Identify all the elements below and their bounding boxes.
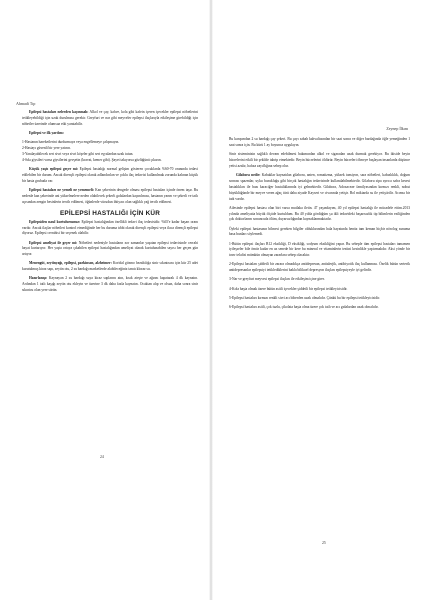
list-item: 1-Bütün epilepsi ilaçları B12 eksikliği, D eksikliği, sodyum eksikliğini yapar. Bu sebeple tüm epilepsi hastaları tamamen iyileşseler bile ömür kadar en az senede bir kere bu mineral ve vitaminlerin testini kesinlikle yaptırmalıdır. Aksi yönde bir tavır telafisi mümkün olmayan zararlara sebep olacaktır. <box>229 241 410 258</box>
list-item: 4-Kola başta olmak üzere bütün asitli içecekler şiddetli bir epilepsi tetikleyicisidir. <box>229 286 348 291</box>
right-page-body <box>229 137 410 314</box>
paragraph: Ailesinde epilepsi hastası olan biri varsa mutlaka iletin. 47 yaşındayım, 40 yıl epilepsi hastalığı ile mücadele ettim.2013 yılında ameliyatta büyük ölçüde kurtuldum. Bu 40 yılda gördüğüm şu ikli tedavideki başarısızlık tip bilimlerin eziliğinden çok doktorlarım sonuncuda ölüm, duyarsızlığından kaynaklanmaktadır. <box>229 205 410 222</box>
paragraph: Epilepsi ameliyat ile geçer mi: Nöbetleri nedeniyle hastaların zor zamanlar yaşatan epilepsi tedavisinde cerrahi hayat kurtarıyor. Her yaşta ortaya çıkabilen epilepsi hastalığından ameliyat olarak kurtulunabilen sayısı her geçen gün artıyor. <box>22 240 198 257</box>
paragraph: Küçük yaştı epilepsi geçer mi: Epilepsi hastalığı normal gelişim gösteren çocuklarda %60-70 oranında tedavi edilebilen bir durum. Ancak dirençli epilepsi olarak adlandırılan ve çoklu ilaç tedavisi kullanılmak zorunda kalınan küçük bir hasta grubuda var. <box>22 166 198 183</box>
right-running-header: Zeynep İlkım <box>386 126 408 131</box>
list-item: 2-Epilepsi hastaları şiddetli bir zarara olmadıkça antidepresan, antialerjik, antibiyotik ilaç kullanması. Özelik bütün serterik antidepresanlar epilepsiyi tetiklediklerini bakla bilikuel depresyon ilaçları epilepsiyeyle iyi gelirdir. <box>229 262 410 273</box>
paragraph: Epilepsi hastaları ne yemeli ne yememeli: Kan şekerinin dengede olması epilepsi hastaları içinde önem taşır. Bu nedenle kan şekerinde ani yükselmelere neden olabilecek şekerli gıdalardan kaçınılması, hastanın yarım ve şekerli ve tatlı açısından zengin besinlerin tercih edilmesi, öğünlerde vücudun ihtiyacı olan sağlıklı yağ tercih edilmesi. <box>22 187 198 204</box>
list-item: 1-Hastanın hareketlerini durdurmaya veya engellemeye çalışmayın. <box>22 140 120 144</box>
list-item: 6-Epilepsi hastaları asitli, çok tuzlu, çikolata başta olma üzere çok tatlı ve acı gıdalardan uzak olmalıdır. <box>229 304 379 309</box>
paragraph: Sinir sisteminizin sağlıklı devam edebilmesi bakımından alkol ve sigaradan uzak durmak gerekiyor. Bu ikiside beyin hücrelerini etkili bir şekilde tahrip etmektedir. Beyin hücrelerini öldürür. Beyin hücreleri ölmeye başlayan insanlarda düşünce yetisi azalır, hafıza zayıflığına sebep olur. <box>229 152 410 168</box>
paragraph: Gilabora nedir: Kabuklar kaynatılan gilaboru, anten, romatizma, yüksek tansiyon, sara nöbetleri, kabızlıklık, doğum sonrası spazmlar, uyku bozukluğu gibi birçok hastalığın tedavisinde kullanılabilmektedir. Gilaboru sipa ayrıca safra kesesi hastalıkları ile bazı karaciğer hastalıklarında iyi gelmektedir. Gilabora, Adoxaceae familyasından kırmızı renkli, nohut büyüklüğünde bir meyve veren ağaç türü daha ziyade Kayseri ve civarında yetişir. Bol miktarda su ile yetiştirilir. Acımsı bir tadı vardır. <box>229 172 410 201</box>
right-page-number: 25 <box>322 541 326 545</box>
left-page-body <box>22 110 198 297</box>
paragraph: Hazırlanışı: Kaynayan 2 su bardağı suya kiraz saplarını atın, kısık ateşte ve ağzını kapatarak 4 dk kaynatın. Ardından 1 tatlı kaşığı zeytin otu ekleyin ve üzerine 3 dk daha fazla kaynatın. Ocaktan alıp ve olsun, daha sonra sinir sıkıntısı olan yere sürün. <box>22 276 198 293</box>
first-aid-list <box>22 140 198 164</box>
paragraph: Öyleki epilepsi hastasının bilmesi gereken bilgiler olduklarından hala hayatında henüz tam keman hiçbir nörolog sunuma basa bunları söylemedi. <box>229 226 410 237</box>
list-item: 3-Nar ve greyfurt meyvesi epilepsi ilaçları ile etkileşim içine girer. <box>229 277 325 282</box>
paragraph: Bu karışımdan 2 su bardağı çay şekeri. Bu çayı sabah kahvaltısından bir saat sonra ve diğer bardağında öğle yemeğinden 1 saat sonra için. Bu kürü 1 ay boyunca uygulayın. <box>229 137 410 147</box>
list-item: 2-Hastayı güvenli bir yere yatırın. <box>22 145 71 150</box>
list-heading: Epilepsi ve ilk yardım: <box>29 130 64 135</box>
list-item: 3-Yaralayabilecek sert sivri veya sivri köşeler gibi sert eşyalardan uzak tutun. <box>22 151 134 156</box>
paragraph: Epilepsi hastaları nelerden kaçınmalı: Alkol ve çay, kahve, kola gibi kafein içeren içecekler epilepsi nöbetlerini tetikleyebildiği için uzak durulması gerekir. Greyfurt ve nar gibi meyveler epilepsi ilaçlarıyla etkileşime girebildiği için nöbetler üzerinde olumsuz etki yaratabilir. <box>22 110 198 126</box>
paragraph: Menengüt, zeytinyağı, epilepsi, parkinson, alzheimer: Koridal gözmo hezaltılığa sinir sıkıntısını için kür 25 adet kurutulmuş kiraz sapı, zeytin otu, 2 su bardağı marketlerde alabileceğiniz tanıtı kloraz su. <box>22 261 198 272</box>
paragraph: Epilepsiden nasıl kurtulursunuz: Epilepsi hastalığından özellikli tedavi ilaç tedavisidir. %65'e kadar başarı oranı vardır. Ancak ilaçlar nöbetleri kontrol etmediğinde her bu duruma tıbbi olarak dirençli epilepsi veya ilaca dirençli epilepsi diyoruz. Epilepsi cerrahisi bir seçenek olabilir. <box>22 219 198 236</box>
list-item: 5-Epilepsi hastaları kırmızı renkli sivri acı biberden uzak olmalıdır. Çünkü bu bir epilepsi tetikleyicisidir. <box>229 295 381 300</box>
list-item: 4-Sıkı giysileri varsa giysilerini gevşetin (kravat, kemer gibi). Şayet takıyorsa gözlüğünü çıkarın. <box>22 157 162 162</box>
left-running-header: Ahmadi Tıp <box>16 101 36 106</box>
left-page-number: 24 <box>100 455 104 459</box>
right-page <box>212 0 424 600</box>
section-title: EPİLEPSİ HASTALIĞI İÇİN KÜR <box>59 209 161 217</box>
